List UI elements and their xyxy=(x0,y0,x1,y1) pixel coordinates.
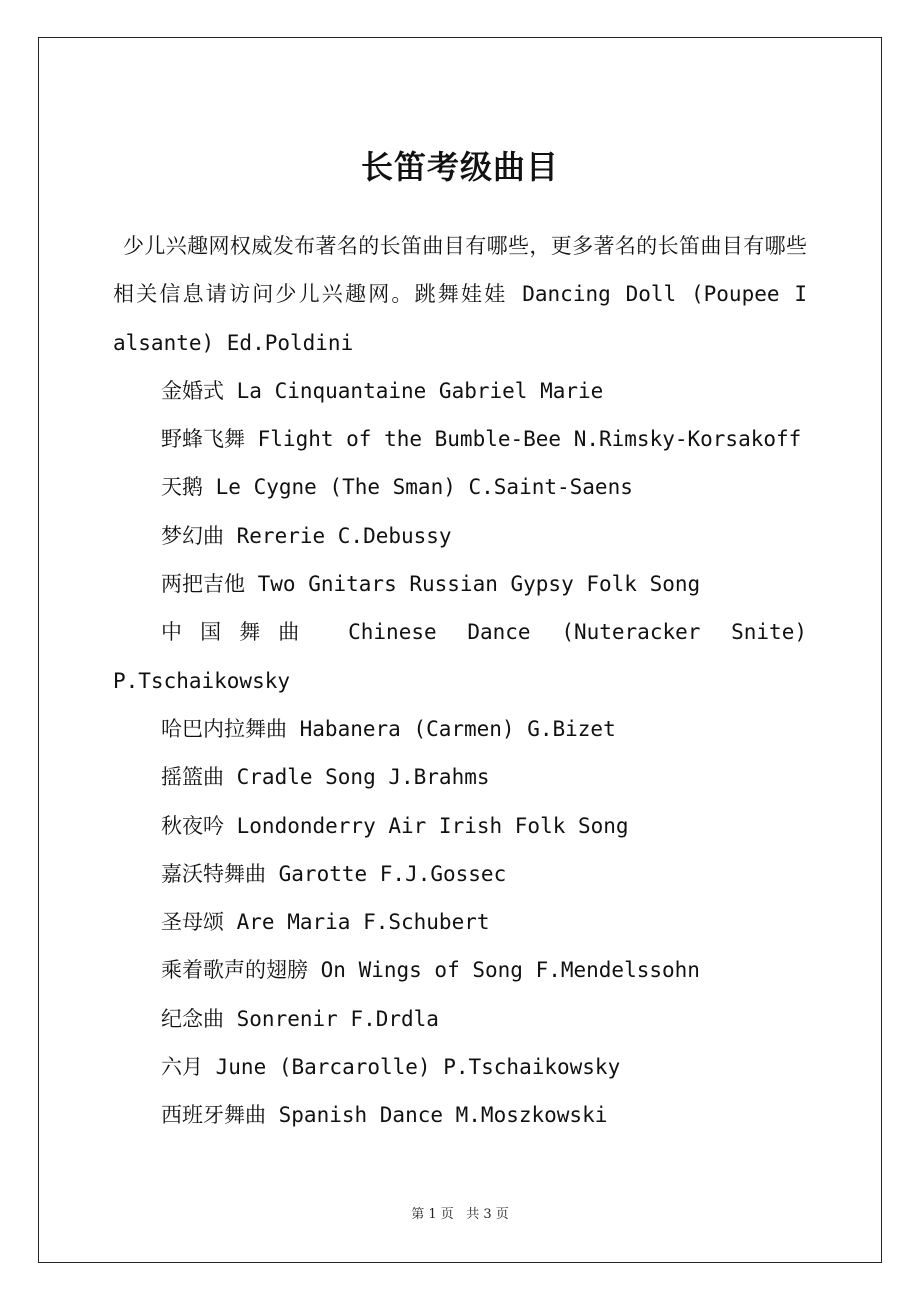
list-item: 中国舞曲 Chinese Dance (Nuteracker Snite) P.Tschaikowsky xyxy=(113,620,807,693)
list-item: 梦幻曲 Rererie C.Debussy xyxy=(161,523,452,548)
list-item: 纪念曲 Sonrenir F.Drdla xyxy=(161,1006,439,1031)
list-item: 金婚式 La Cinquantaine Gabriel Marie xyxy=(161,378,604,403)
list-item: 天鹅 Le Cygne (The Sman) C.Saint-Saens xyxy=(161,475,633,500)
list-item: 嘉沃特舞曲 Garotte F.J.Gossec xyxy=(161,861,507,886)
list-item: 野蜂飞舞 Flight of the Bumble-Bee N.Rimsky-Korsakoff xyxy=(161,427,802,452)
list-item: 西班牙舞曲 Spanish Dance M.Moszkowski xyxy=(161,1103,608,1128)
list-item: 秋夜吟 Londonderry Air Irish Folk Song xyxy=(161,813,629,838)
list-item: 两把吉他 Two Gnitars Russian Gypsy Folk Song xyxy=(161,572,701,597)
list-item: 哈巴内拉舞曲 Habanera (Carmen) G.Bizet xyxy=(161,716,616,741)
list-item: 摇篮曲 Cradle Song J.Brahms xyxy=(161,765,490,790)
list-item: 六月 June (Barcarolle) P.Tschaikowsky xyxy=(161,1055,621,1080)
document-title: 长笛考级曲目 xyxy=(360,148,559,186)
page-footer: 第 1 页 共 3 页 xyxy=(411,1207,509,1222)
document-body xyxy=(113,222,807,1140)
intro-paragraph: 少儿兴趣网权威发布著名的长笛曲目有哪些，更多著名的长笛曲目有哪些相关信息请访问少儿兴趣网。跳舞娃娃 Dancing Doll (Poupee I alsante) Ed.Poldini xyxy=(113,234,807,355)
list-item: 乘着歌声的翅膀 On Wings of Song F.Mendelssohn xyxy=(161,958,700,983)
list-item: 圣母颂 Are Maria F.Schubert xyxy=(161,910,490,935)
